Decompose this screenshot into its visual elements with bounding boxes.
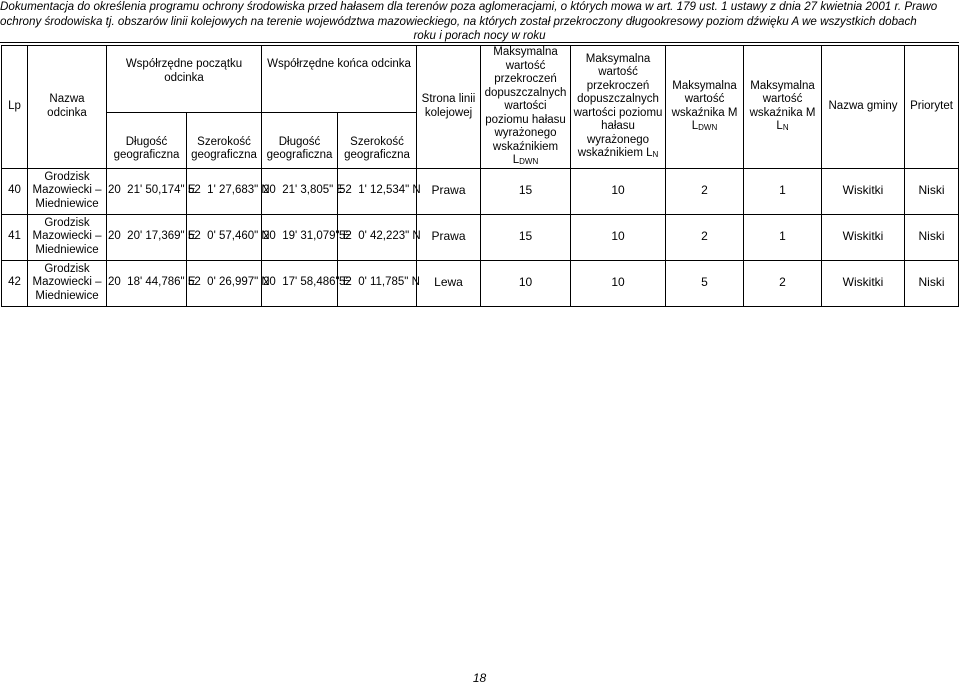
col-header-end-coords: Współrzędne końca odcinka [262, 46, 417, 113]
end-latitude-text: 52 0' 11,785" N [339, 276, 420, 289]
cell-gmina: Wiskitki [822, 260, 905, 306]
cell-m-ldwn: 2 [666, 168, 744, 214]
cell-max-ln: 10 [571, 168, 666, 214]
end-latitude-text: 52 0' 42,223" N [339, 230, 421, 243]
header-line-2: ochrony środowiska tj. obszarów linii kolejowych na terenie województwa mazowieckiego, na których został przekroczony długookresowy poziom dźwięku A we wszystkich dobach [0, 14, 917, 28]
cell-m-ln: 1 [744, 168, 822, 214]
col-header-start-latitude: Szerokość geograficzna [187, 113, 262, 168]
ldwn-subscript: DWN [519, 157, 539, 166]
cell-side: Prawa [417, 214, 481, 260]
cell-start-latitude [187, 214, 270, 260]
header-row-top [2, 46, 959, 113]
cell-lp: 41 [2, 214, 28, 260]
table-row [2, 168, 959, 214]
cell-m-ln: 1 [744, 214, 822, 260]
start-latitude-text: 52 1' 27,683" N [188, 184, 270, 197]
col-header-start-longitude: Długość geograficzna [107, 113, 187, 168]
cell-end-latitude [338, 168, 421, 214]
cell-m-ln: 2 [744, 260, 822, 306]
ln-subscript: N [652, 150, 659, 160]
cell-start-latitude [187, 168, 270, 214]
cell-max-ldwn: 15 [481, 214, 571, 260]
header-line-1: Dokumentacja do określenia programu ochrony środowiska przed hałasem dla terenów poza aglomeracjami, o których mowa w art. 179 ust. 1 ustawy z dnia 27 kwietnia 2001 r. Prawo [0, 0, 938, 13]
table-row [2, 260, 959, 306]
cell-end-latitude [338, 260, 420, 306]
col-header-lp: Lp [2, 46, 28, 169]
cell-start-longitude [107, 214, 196, 260]
cell-max-ldwn: 10 [481, 260, 571, 306]
end-longitude-text: 20 17' 58,486" E [263, 276, 351, 289]
cell-gmina: Wiskitki [822, 214, 905, 260]
col-header-m-ldwn [666, 46, 744, 169]
cell-side: Prawa [417, 168, 481, 214]
cell-name: Grodzisk Mazowiecki – Miedniewice [28, 168, 107, 214]
max-ldwn-label: Maksymalna wartość przekroczeń dopuszczalnych wartości poziomu hałasu wyrażonego wskaźnikiem [484, 46, 567, 153]
cell-end-latitude [338, 214, 421, 260]
cell-start-longitude [107, 168, 196, 214]
cell-max-ldwn: 15 [481, 168, 571, 214]
col-header-end-latitude: Szerokość geograficzna [338, 113, 417, 168]
cell-start-longitude [107, 260, 196, 306]
col-header-priority: Priorytet [905, 46, 959, 169]
col-header-max-ldwn [481, 46, 571, 169]
cell-lp: 40 [2, 168, 28, 214]
start-longitude-text: 20 18' 44,786" E [108, 276, 196, 289]
start-longitude-text: 20 21' 50,174" E [108, 184, 196, 197]
ln-symbol: L [646, 147, 653, 160]
m-ldwn-label: Maksymalna wartość wskaźnika M [671, 79, 738, 119]
col-header-gmina: Nazwa gminy [822, 46, 905, 169]
cell-priority: Niski [905, 260, 959, 306]
start-latitude-text: 52 0' 57,460" N [188, 230, 270, 243]
end-longitude-text: 20 19' 31,079" E [263, 230, 351, 243]
noise-exceedance-table [1, 45, 959, 307]
cell-end-longitude [262, 260, 351, 306]
col-header-side: Strona linii kolejowej [417, 46, 481, 169]
col-header-max-ln [571, 46, 666, 169]
cell-start-latitude [187, 260, 270, 306]
m-ldwn-symbol: L [691, 120, 699, 133]
header-divider [0, 42, 959, 43]
cell-priority: Niski [905, 168, 959, 214]
cell-priority: Niski [905, 214, 959, 260]
m-ldwn-subscript: DWN [698, 123, 718, 133]
end-latitude-text: 52 1' 12,534" N [339, 184, 421, 197]
cell-end-longitude [262, 214, 351, 260]
m-ln-subscript: N [782, 123, 789, 133]
cell-lp: 42 [2, 260, 28, 306]
cell-name: Grodzisk Mazowiecki – Miedniewice [28, 214, 107, 260]
cell-m-ldwn: 5 [666, 260, 744, 306]
header-line-3: roku i porach nocy w roku [413, 29, 546, 42]
start-longitude-text: 20 20' 17,369" E [108, 230, 196, 243]
col-header-m-ln [744, 46, 822, 169]
table-row [2, 214, 959, 260]
end-longitude-text: 20 21' 3,805" E [263, 184, 345, 197]
cell-gmina: Wiskitki [822, 168, 905, 214]
document-header [0, 0, 959, 44]
max-ln-label: Maksymalna wartość przekroczeń dopuszczalnych wartości poziomu hałasu wyrażonego wskaźnikiem [573, 52, 663, 160]
ldwn-symbol: L [512, 154, 520, 166]
start-latitude-text: 52 0' 26,997" N [188, 276, 270, 289]
cell-name: Grodzisk Mazowiecki – Miedniewice [28, 260, 107, 306]
page-number: 18 [472, 671, 487, 685]
cell-side: Lewa [417, 260, 481, 306]
cell-max-ln: 10 [571, 260, 666, 306]
m-ln-label: Maksymalna wartość wskaźnika M L [749, 79, 816, 133]
col-header-start-coords: Współrzędne początku odcinka [107, 46, 262, 113]
cell-max-ln: 10 [571, 214, 666, 260]
cell-m-ldwn: 2 [666, 214, 744, 260]
col-header-end-longitude: Długość geograficzna [262, 113, 338, 168]
cell-end-longitude [262, 168, 345, 214]
col-header-name: Nazwa odcinka [28, 46, 107, 169]
